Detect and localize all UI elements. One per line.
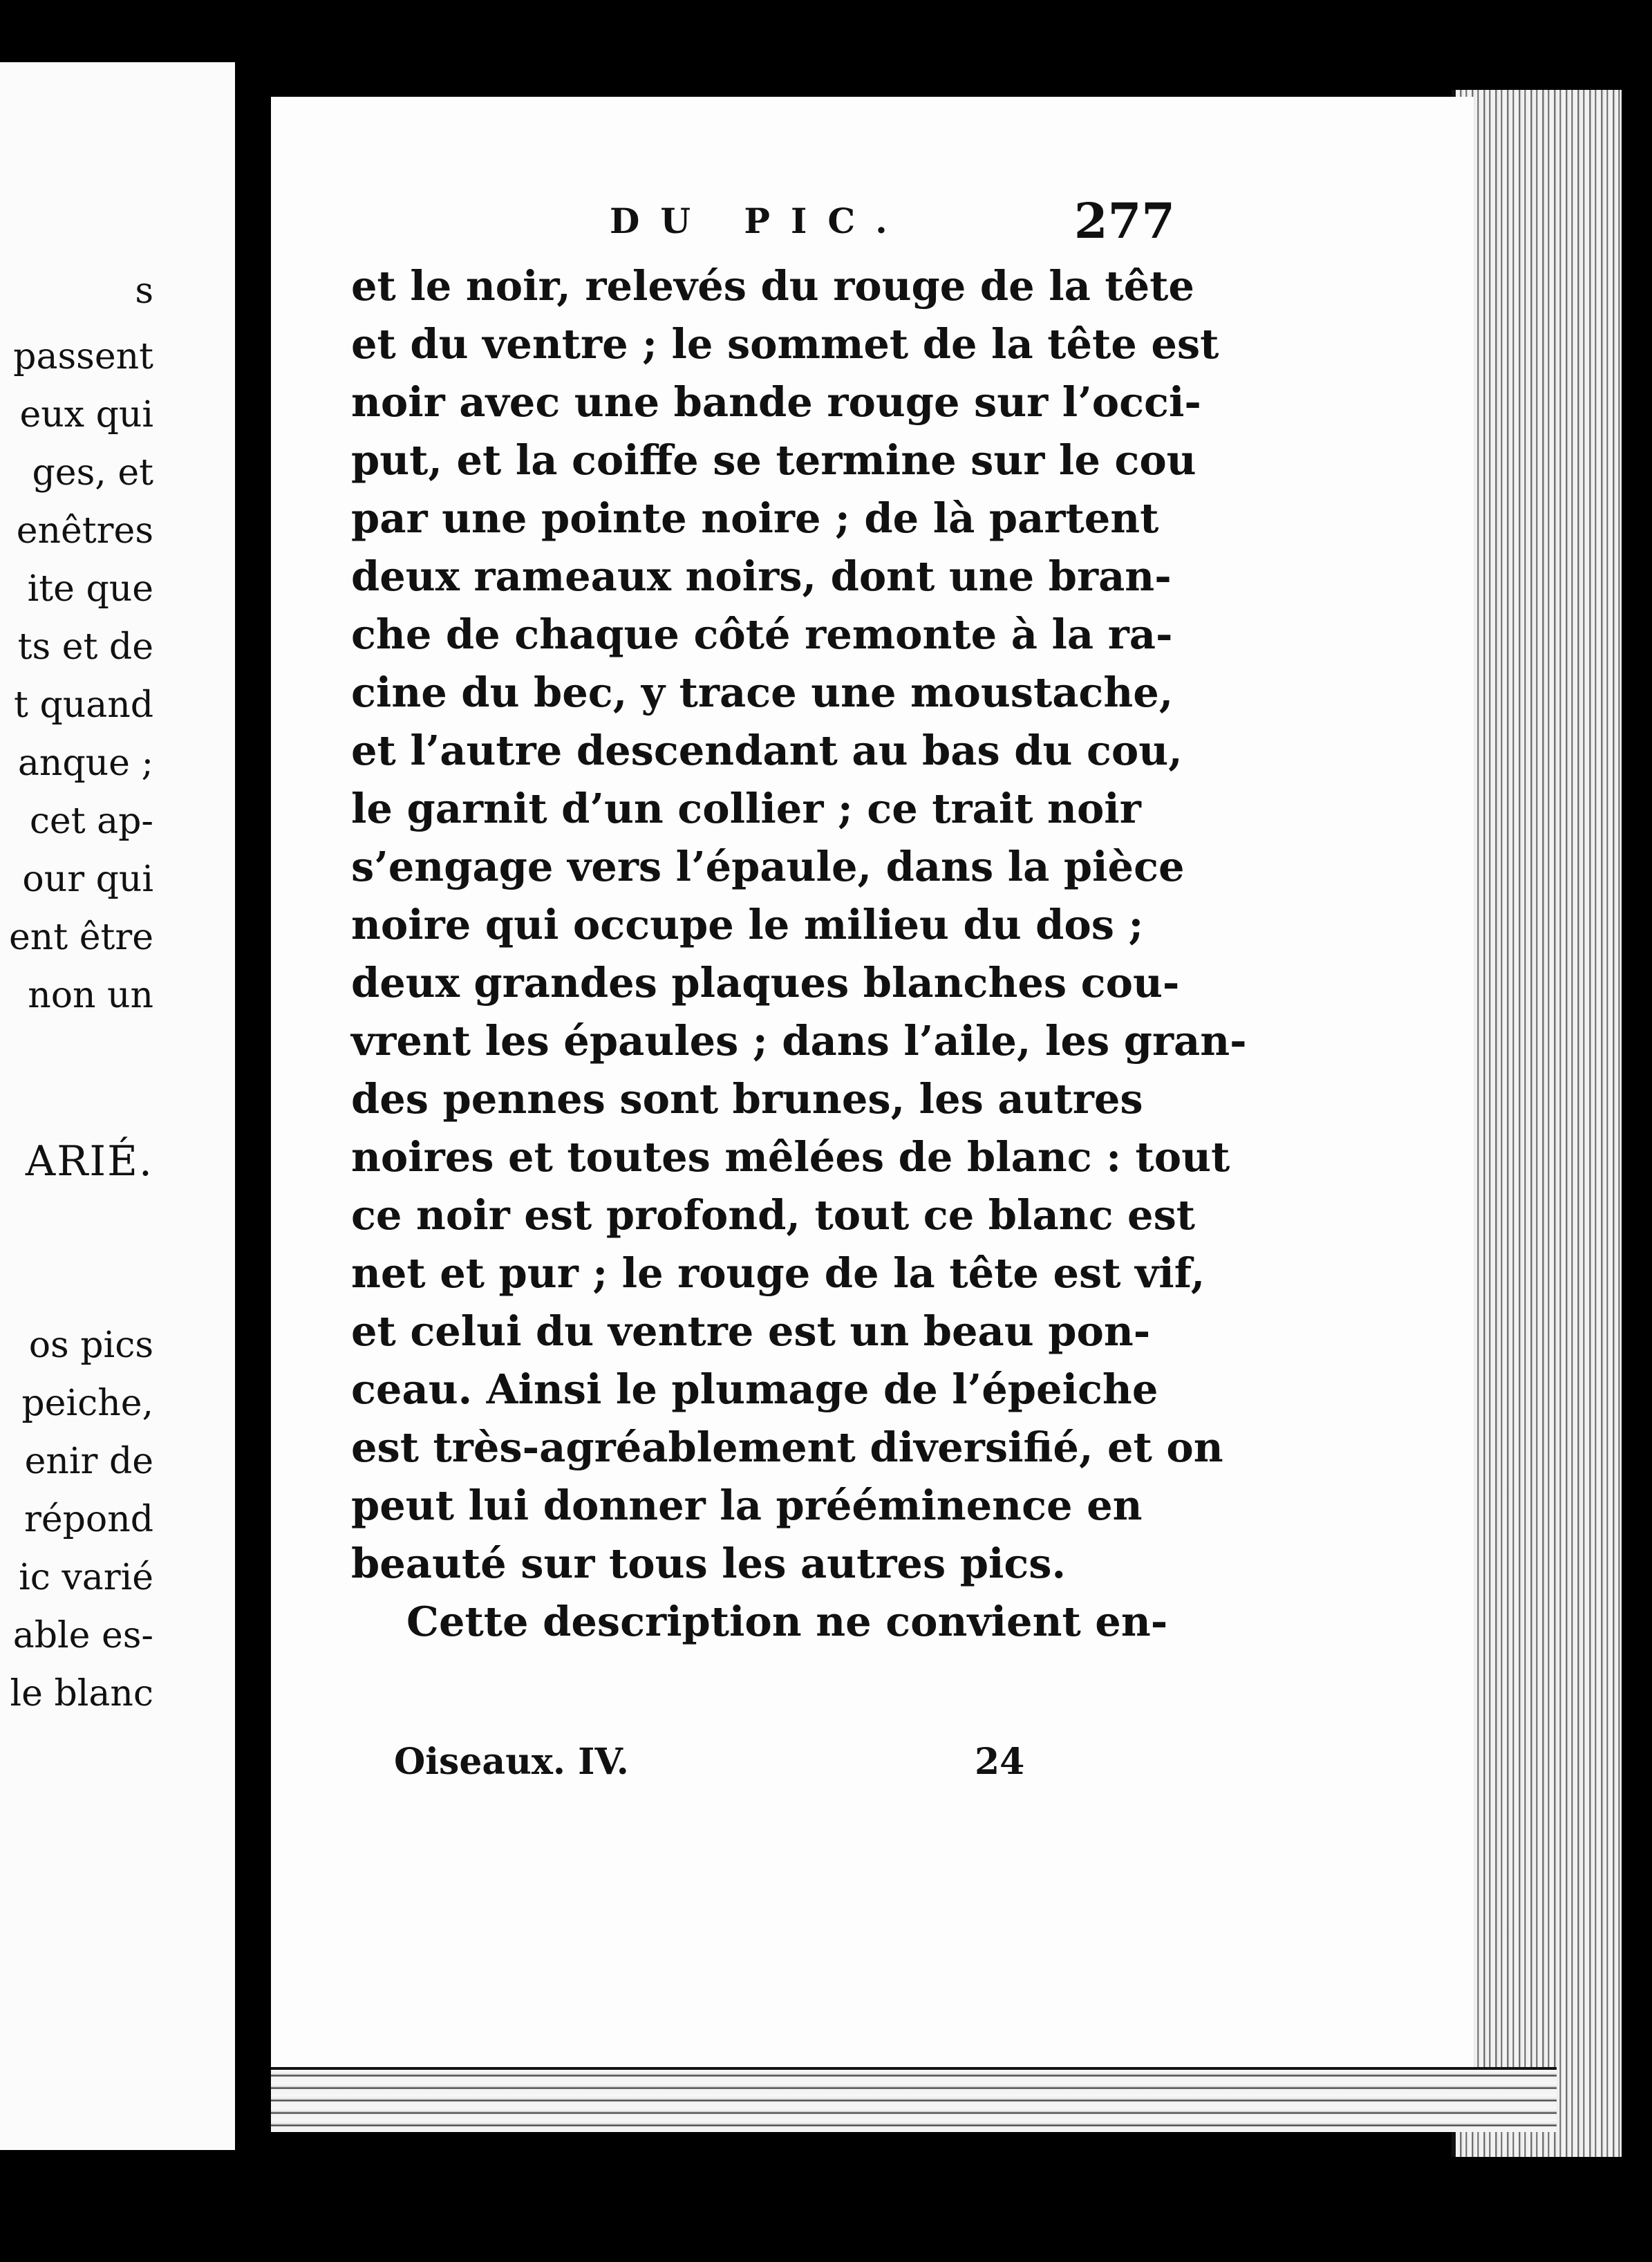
facing-page-line: répond	[24, 1499, 153, 1540]
text-line: vrent les épaules ; dans l’aile, les gran-	[351, 1017, 1247, 1065]
text-line: le garnit d’un collier ; ce trait noir	[351, 785, 1141, 832]
text-line: deux grandes plaques blanches cou-	[351, 959, 1180, 1007]
text-line: s’engage vers l’épaule, dans la pièce	[351, 843, 1185, 890]
text-line: noires et toutes mêlées de blanc : tout	[351, 1133, 1230, 1181]
text-line: et du ventre ; le sommet de la tête est	[351, 320, 1219, 368]
facing-page-heading: ARIÉ.	[25, 1137, 153, 1186]
facing-page-line: non un	[28, 975, 153, 1016]
facing-page-line: enêtres	[16, 510, 153, 552]
facing-page-line: passent	[13, 336, 153, 377]
text-line: est très-agréablement diversifié, et on	[351, 1423, 1223, 1471]
facing-page-line: os pics	[28, 1325, 153, 1366]
text-line: put, et la coiffe se termine sur le cou	[351, 436, 1196, 484]
text-line: ceau. Ainsi le plumage de l’épeiche	[351, 1365, 1158, 1413]
book-gutter	[235, 0, 271, 2262]
text-line: des pennes sont brunes, les autres	[351, 1075, 1143, 1123]
text-line: che de chaque côté remonte à la ra-	[351, 610, 1173, 658]
text-line: beauté sur tous les autres pics.	[351, 1540, 1067, 1587]
facing-page-line: anque ;	[17, 742, 153, 784]
text-line: net et pur ; le rouge de la tête est vif,	[351, 1249, 1205, 1297]
text-line: noir avec une bande rouge sur l’occi-	[351, 378, 1201, 426]
text-line: ce noir est profond, tout ce blanc est	[351, 1191, 1196, 1239]
facing-page	[0, 62, 235, 2150]
facing-page-line: enir de	[24, 1441, 153, 1482]
text-line: noire qui occupe le milieu du dos ;	[351, 901, 1144, 948]
text-line: deux rameaux noirs, dont une bran-	[351, 552, 1172, 600]
facing-page-line: ent être	[9, 917, 153, 958]
facing-page-line: ite que	[27, 568, 153, 610]
facing-page-line: ts et de	[17, 626, 153, 668]
page-bottom-edge	[271, 2067, 1557, 2132]
page-fore-edge	[1452, 90, 1622, 2157]
facing-page-line: ges, et	[32, 452, 153, 494]
facing-page-line: peiche,	[21, 1383, 153, 1424]
facing-page-line: t quand	[14, 684, 153, 726]
facing-page-line: able es-	[12, 1615, 153, 1656]
page-footer	[394, 1741, 1025, 1789]
facing-page-line: cet ap-	[29, 801, 153, 842]
text-line: cine du bec, y trace une moustache,	[351, 669, 1174, 716]
facing-page-line: s	[135, 270, 153, 312]
facing-page-line: ic varié	[19, 1557, 153, 1598]
text-line: par une pointe noire ; de là partent	[351, 494, 1159, 542]
page-number: 277	[1073, 192, 1175, 250]
body-text	[351, 257, 1247, 1651]
running-head	[339, 192, 1175, 256]
text-line: peut lui donner la prééminence en	[351, 1481, 1143, 1529]
text-line: Cette description ne convient en-	[406, 1598, 1168, 1645]
facing-page-line: our qui	[22, 859, 153, 900]
facing-page-line: le blanc	[10, 1673, 153, 1714]
facing-page-line: eux qui	[19, 394, 153, 436]
running-title: DU PIC.	[610, 200, 908, 241]
signature-mark: Oiseaux. IV.	[394, 1741, 629, 1783]
text-line: et celui du ventre est un beau pon-	[351, 1307, 1151, 1355]
text-line: et le noir, relevés du rouge de la tête	[351, 262, 1194, 310]
text-line: et l’autre descendant au bas du cou,	[351, 727, 1183, 774]
sheet-number: 24	[975, 1741, 1025, 1783]
